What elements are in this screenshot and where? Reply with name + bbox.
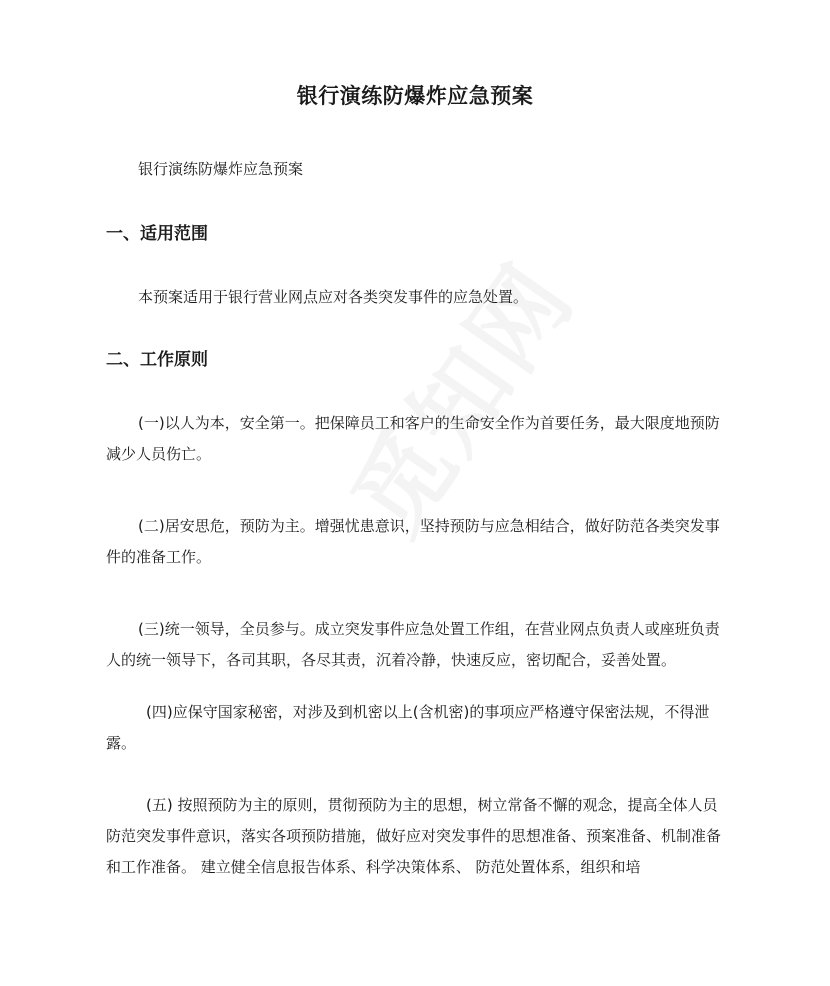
watermark <box>315 233 585 548</box>
document-subtitle: 银行演练防爆炸应急预案 <box>138 160 304 178</box>
paragraph-scope: 本预案适用于银行营业网点应对各类突发事件的应急处置。 <box>138 288 529 306</box>
paragraph-principle-4: (四)应保守国家秘密，对涉及到机密以上(含机密)的事项应严格遵守保密法规，不得泄露。 <box>106 703 710 752</box>
section-heading-scope: 一、适用范围 <box>106 224 208 244</box>
paragraph-principle-3: (三)统一领导，全员参与。成立突发事件应急处置工作组，在营业网点负责人或座班负责人的统一领导下，各司其职，各尽其责，沉着冷静，快速反应，密切配合，妥善处置。 <box>106 620 720 669</box>
section-heading-principles: 二、工作原则 <box>106 350 208 370</box>
document-title: 银行演练防爆炸应急预案 <box>296 84 534 108</box>
paragraph-principle-1: (一)以人为本，安全第一。把保障员工和客户的生命安全作为首要任务，最大限度地预防减少人员伤亡。 <box>106 414 720 463</box>
paragraph-principle-2: (二)居安思危，预防为主。增强忧患意识，坚持预防与应急相结合，做好防范各类突发事件的准备工作。 <box>106 517 720 566</box>
paragraph-principle-5: (五) 按照预防为主的原则，贯彻预防为主的思想，树立常备不懈的观念，提高全体人员防范突发事件意识，落实各项预防措施，做好应对突发事件的思想准备、预案准备、机制准备和工作准备。 建立健全信息报告体系、科学决策体系、 防范处置体系，组织和培 <box>106 796 722 876</box>
